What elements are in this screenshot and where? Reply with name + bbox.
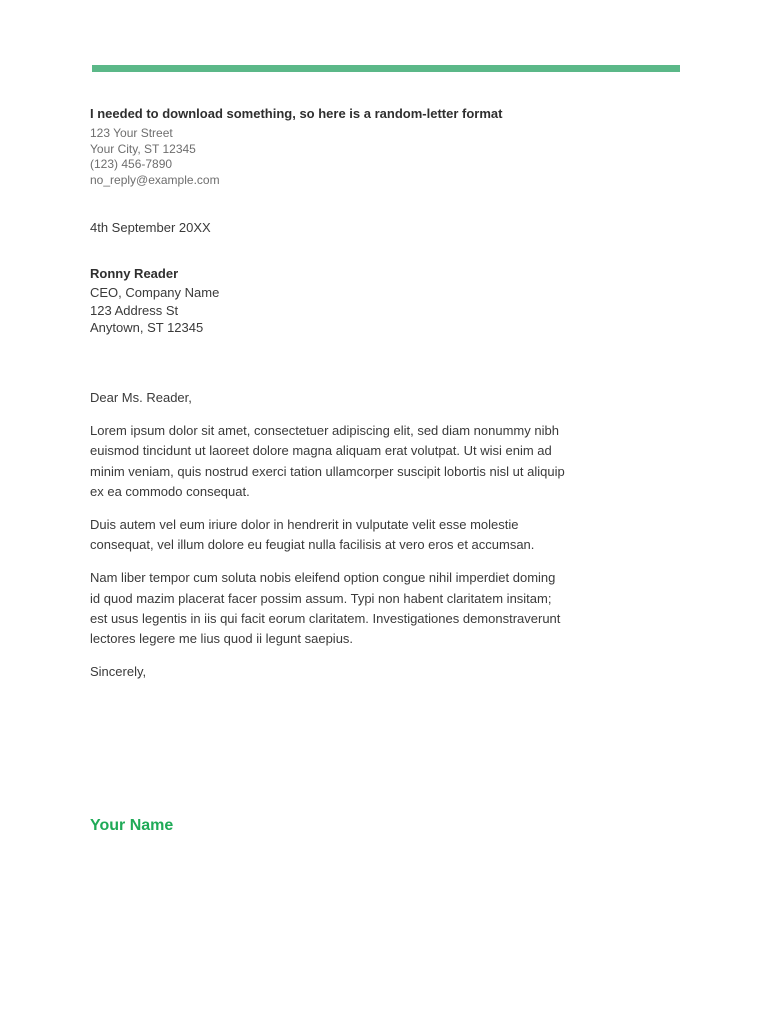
recipient-title: CEO, Company Name [90, 285, 220, 300]
sender-block [90, 105, 650, 188]
closing: Sincerely, [90, 664, 147, 680]
top-accent-rule [92, 65, 680, 72]
paragraph-3: Nam liber tempor cum soluta nobis eleifend option congue nihil imperdiet doming id quod mazim placerat facer possim assum. Typi non habent claritatem insitam; est usus legentis in iis qui facit eorum claritatem. Investigationes demonstraverunt lectores legere me lius quod ii legunt saepius. [90, 570, 561, 647]
sender-email: no_reply@example.com [90, 172, 220, 187]
sender-street: 123 Your Street [90, 126, 173, 140]
recipient-name: Ronny Reader [90, 266, 179, 281]
salutation: Dear Ms. Reader, [90, 390, 192, 405]
letter-date: 4th September 20XX [90, 220, 211, 235]
signature-name: Your Name [90, 817, 174, 834]
recipient-city: Anytown, ST 12345 [90, 320, 204, 335]
letter-body [90, 388, 568, 696]
recipient-block [90, 264, 219, 337]
recipient-street: 123 Address St [90, 302, 179, 318]
paragraph-1: Lorem ipsum dolor sit amet, consectetuer adipiscing elit, sed diam nonummy nibh euismod tincidunt ut laoreet dolore magna aliquam erat volutpat. Ut wisi enim ad minim veniam, quis nostrud exerci tation ullamcorper suscipit lobortis nisl ut aliquip ex ea commodo consequat. [90, 423, 565, 499]
sender-phone: (123) 456-7890 [90, 157, 173, 172]
paragraph-2: Duis autem vel eum iriure dolor in hendrerit in vulputate velit esse molestie consequat, vel illum dolore eu feugiat nulla facilisis at vero eros et accumsan. [90, 517, 535, 553]
sender-heading: I needed to download something, so here is a random-letter format [90, 106, 503, 121]
sender-city: Your City, ST 12345 [90, 141, 196, 156]
